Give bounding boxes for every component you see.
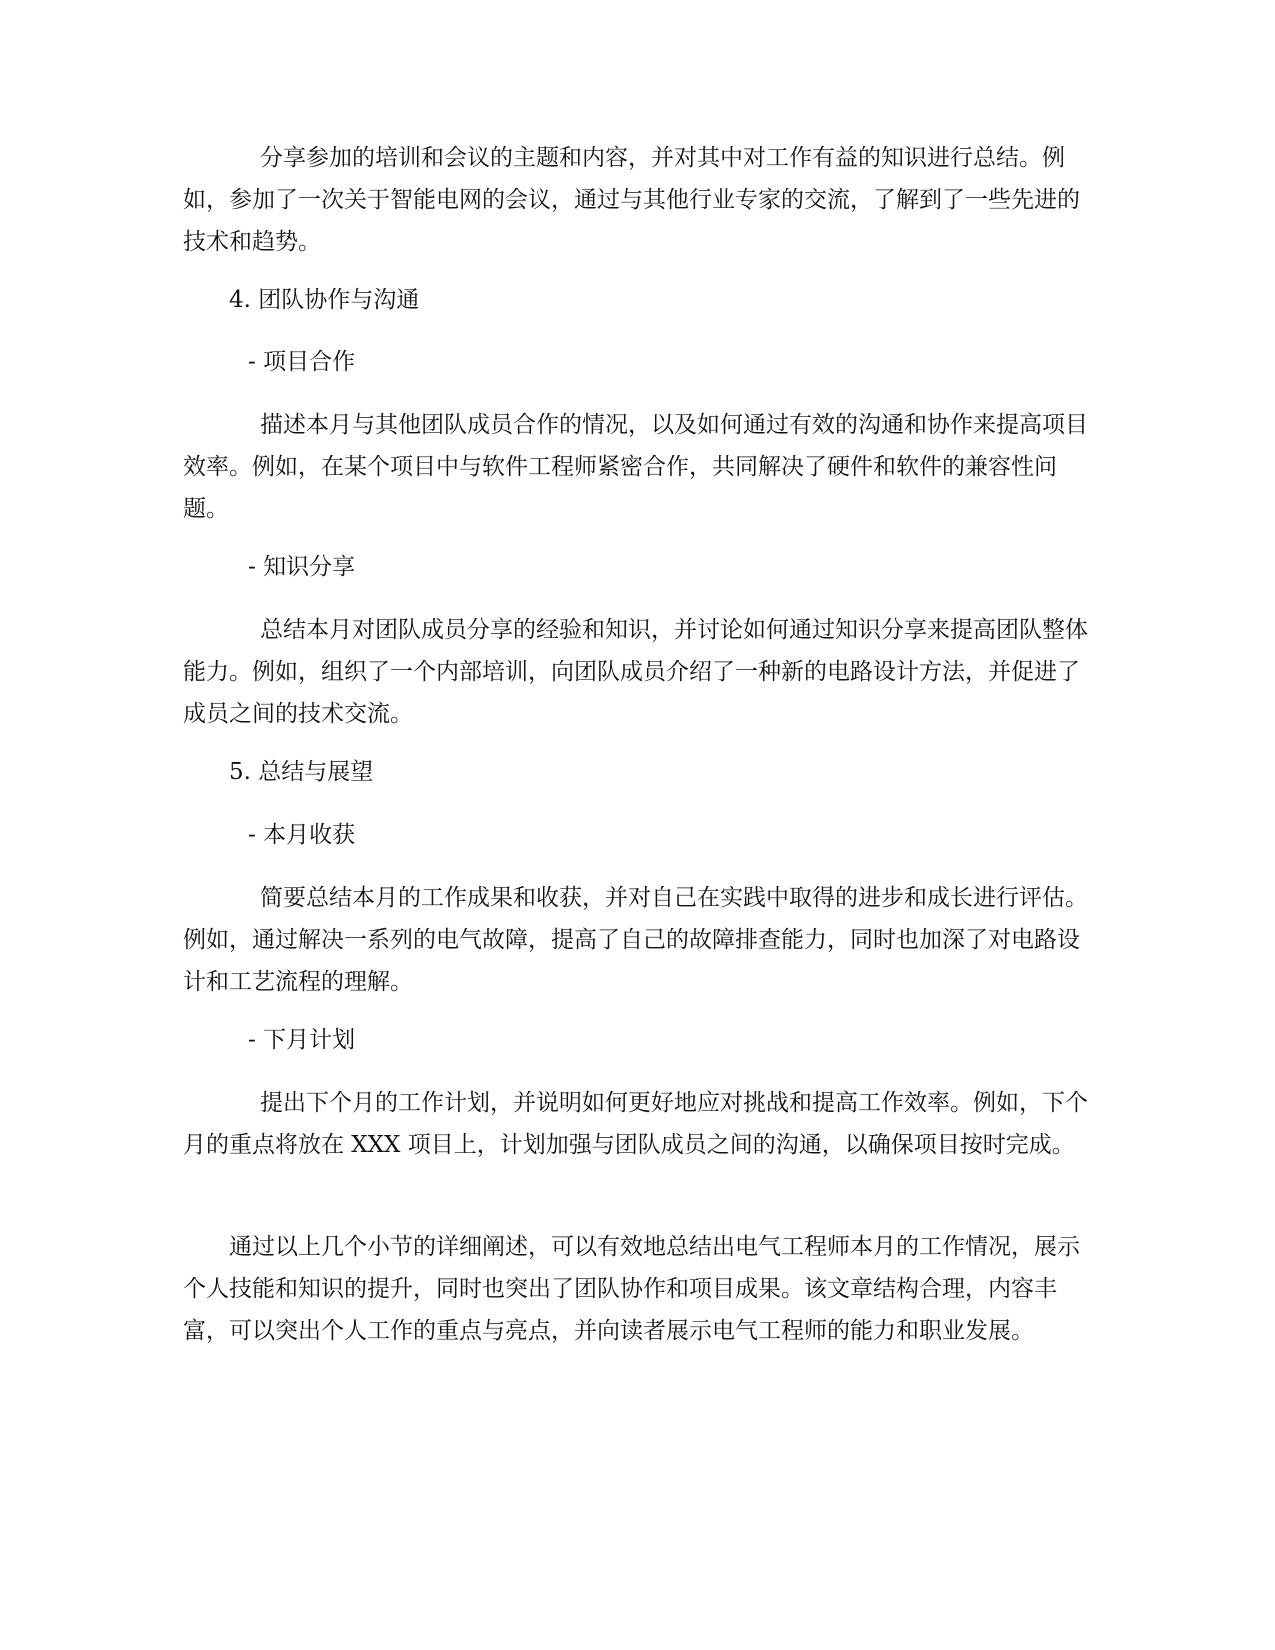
subheading-next-month-plan: - 下月计划 xyxy=(248,1027,356,1053)
subheading-project-collaboration: - 项目合作 xyxy=(248,349,356,375)
section-heading-teamwork: 4. 团队协作与沟通 xyxy=(229,287,420,313)
paragraph-project-collaboration: 描述本月与其他团队成员合作的情况，以及如何通过有效的沟通和协作来提高项目效率。例如，在某个项目中与软件工程师紧密合作，共同解决了硬件和软件的兼容性问题。 xyxy=(183,412,1088,522)
section-heading-summary-outlook: 5. 总结与展望 xyxy=(229,759,374,785)
subheading-knowledge-sharing: - 知识分享 xyxy=(248,554,356,580)
paragraph-next-month-plan: 提出下个月的工作计划，并说明如何更好地应对挑战和提高工作效率。例如，下个月的重点将放在 XXX 项目上，计划加强与团队成员之间的沟通，以确保项目按时完成。 xyxy=(183,1090,1088,1158)
paragraph-training-summary: 分享参加的培训和会议的主题和内容，并对其中对工作有益的知识进行总结。例如，参加了一次关于智能电网的会议，通过与其他行业专家的交流，了解到了一些先进的技术和趋势。 xyxy=(183,145,1080,255)
paragraph-closing-summary: 通过以上几个小节的详细阐述，可以有效地总结出电气工程师本月的工作情况，展示个人技能和知识的提升，同时也突出了团队协作和项目成果。该文章结构合理，内容丰富，可以突出个人工作的重点与亮点，并向读者展示电气工程师的能力和职业发展。 xyxy=(183,1234,1080,1344)
paragraph-knowledge-sharing: 总结本月对团队成员分享的经验和知识，并讨论如何通过知识分享来提高团队整体能力。例如，组织了一个内部培训，向团队成员介绍了一种新的电路设计方法，并促进了成员之间的技术交流。 xyxy=(183,617,1088,727)
subheading-monthly-gains: - 本月收获 xyxy=(248,822,356,848)
paragraph-monthly-gains: 简要总结本月的工作成果和收获，并对自己在实践中取得的进步和成长进行评估。例如，通过解决一系列的电气故障，提高了自己的故障排查能力，同时也加深了对电路设计和工艺流程的理解。 xyxy=(183,885,1088,995)
